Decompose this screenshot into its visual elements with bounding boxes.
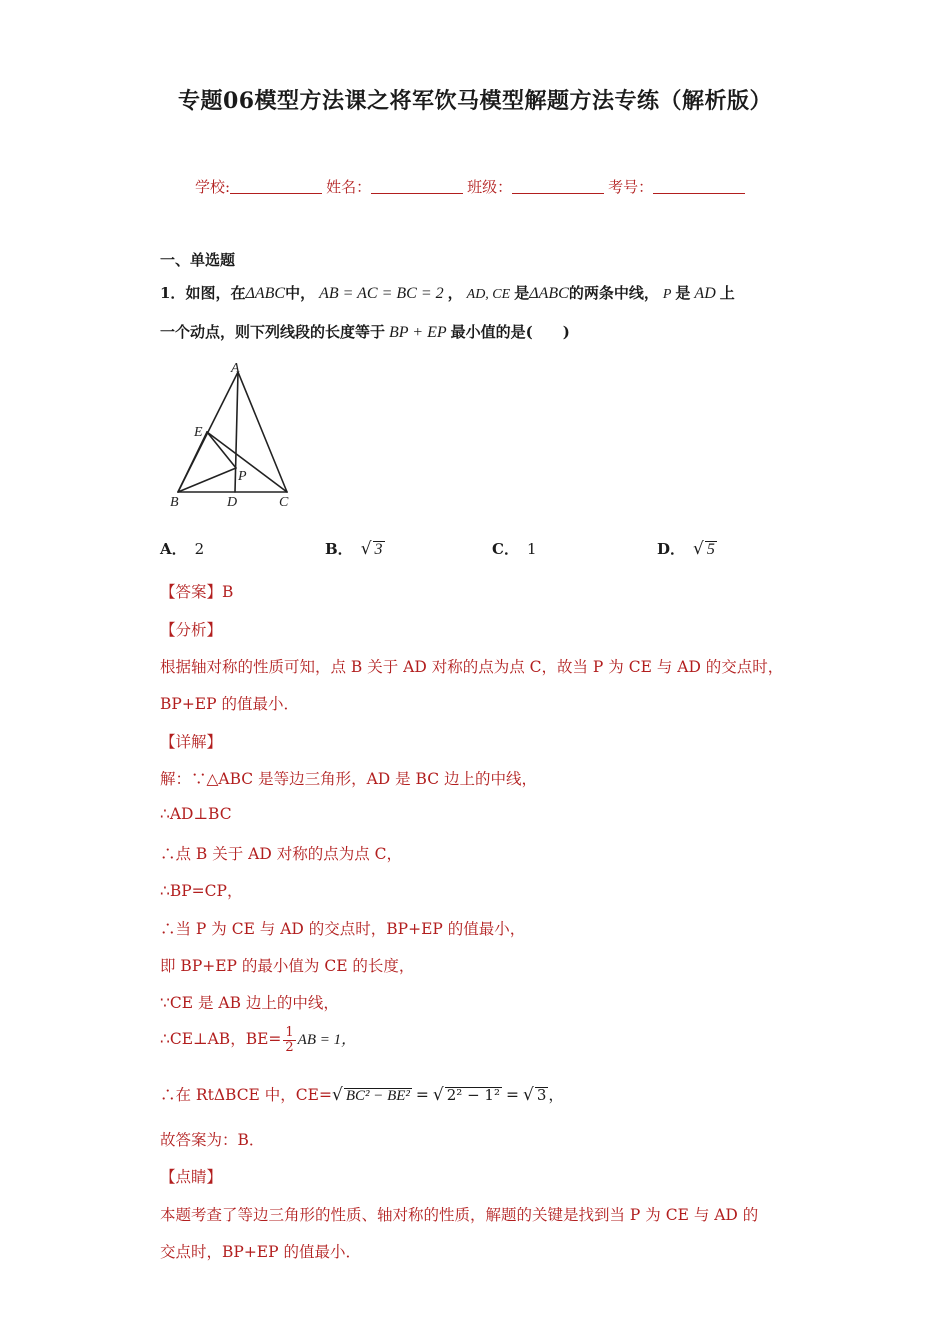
option-letter: A．: [160, 540, 187, 558]
fraction-denominator: 2: [285, 1039, 294, 1055]
vertex-c-label: C: [279, 495, 289, 510]
comment-label: 【点睛】: [160, 1168, 223, 1186]
math-medians: AD, CE: [466, 287, 511, 302]
step-text: ，: [548, 1086, 564, 1104]
option-value: 2: [194, 540, 205, 558]
math-point-p: P: [662, 287, 672, 302]
vertex-a-label: A: [231, 361, 240, 376]
detail-label: 【详解】: [160, 733, 223, 751]
detail-step: 即 BP+EP 的最小值为 CE 的长度，: [160, 957, 415, 975]
option-radicand: 3: [374, 541, 383, 558]
segment-bp: [178, 468, 236, 492]
fraction-numerator: 1: [285, 1025, 294, 1040]
name-label: 姓名：: [326, 178, 372, 196]
class-blank: [512, 179, 604, 194]
step-math: AB = 1，: [297, 1032, 357, 1049]
detail-step: ∵CE 是 AB 边上的中线，: [160, 994, 339, 1012]
section-heading: 一、单选题: [160, 251, 236, 269]
math-expression: BP + EP: [389, 324, 447, 341]
detail-step-ce: [160, 1083, 564, 1105]
question-text: 一个动点，则下列线段的长度等于: [160, 323, 386, 341]
detail-step: ∴AD⊥BC: [160, 805, 232, 823]
question-text: 如图，在: [185, 284, 246, 302]
question-text: 是: [675, 284, 691, 302]
math-condition: AB = AC = BC = 2: [319, 285, 444, 302]
option-letter: B．: [325, 540, 353, 558]
answer-line: [160, 580, 233, 602]
analysis-line-1: 根据轴对称的性质可知，点 B 关于 AD 对称的点为点 C，故当 P 为 CE 与 AD 的交点时，: [160, 658, 784, 676]
detail-step: ∴点 B 关于 AD 对称的点为点 C，: [160, 845, 403, 863]
fraction-half: [283, 1026, 295, 1054]
question-text: 最小值的是( ): [450, 323, 570, 341]
detail-step: ∴当 P 为 CE 与 AD 的交点时，BP+EP 的值最小，: [160, 920, 526, 938]
sqrt-icon: √: [693, 539, 704, 559]
conclusion: 故答案为：B．: [160, 1131, 265, 1149]
exam-no-label: 考号：: [608, 178, 654, 196]
answer-label: 【答案】: [160, 583, 223, 601]
detail-step: ∴BP=CP，: [160, 882, 243, 900]
radicand: 3: [536, 1086, 547, 1104]
math-seg-ad: AD: [694, 285, 716, 302]
option-a[interactable]: [160, 538, 204, 559]
equals-sign: =: [415, 1086, 429, 1104]
question-text: ，: [447, 284, 463, 302]
sqrt-icon: √: [522, 1085, 534, 1105]
analysis-line-2: BP+EP 的值最小．: [160, 695, 299, 713]
vertex-b-label: B: [170, 495, 179, 510]
page-title: 专题06模型方法课之将军饮马模型解题方法专练（解析版）: [177, 88, 773, 114]
option-value: 1: [526, 540, 537, 558]
question-line-1: [160, 282, 735, 303]
question-number: 1．: [160, 284, 186, 302]
comment-line-1: 本题考查了等边三角形的性质、轴对称的性质，解题的关键是找到当 P 为 CE 与 AD 的: [160, 1206, 759, 1224]
option-b[interactable]: [325, 538, 385, 559]
class-label: 班级：: [467, 178, 513, 196]
analysis-label: 【分析】: [160, 621, 223, 639]
question-text: 上: [719, 284, 735, 302]
option-letter: C．: [492, 540, 519, 558]
sqrt-icon: √: [331, 1085, 343, 1105]
comment-line-2: 交点时，BP+EP 的值最小．: [160, 1243, 361, 1261]
option-c[interactable]: [492, 538, 537, 559]
detail-step-be: [160, 1026, 356, 1054]
name-blank: [371, 179, 463, 194]
segment-eb: [178, 432, 207, 492]
answer-value: B: [222, 583, 234, 601]
exam-no-blank: [653, 179, 745, 194]
point-p-label: P: [238, 469, 247, 484]
sqrt-icon: √: [432, 1085, 444, 1105]
option-d[interactable]: [657, 538, 717, 559]
sqrt-icon: √: [360, 539, 372, 559]
student-info-line: [195, 176, 749, 197]
step-text: ∴CE⊥AB，BE=: [160, 1030, 282, 1049]
math-triangle: ΔABC: [245, 285, 286, 302]
point-d-label: D: [227, 495, 238, 510]
school-label: 学校:: [195, 178, 231, 196]
math-triangle: ΔABC: [529, 285, 569, 302]
step-text: ∴在 RtΔBCE 中，CE=: [160, 1086, 332, 1104]
option-letter: D．: [657, 540, 686, 558]
question-line-2: [160, 321, 570, 342]
question-text: 中，: [285, 284, 316, 302]
option-radicand: 5: [706, 541, 715, 558]
radicand: BC² − BE²: [345, 1088, 410, 1104]
school-blank: [230, 179, 322, 194]
question-text: 是: [514, 284, 530, 302]
radicand: 2² − 1²: [446, 1086, 500, 1104]
triangle-figure: [160, 356, 320, 516]
question-text: 的两条中线，: [568, 284, 659, 302]
point-e-label: E: [194, 425, 203, 440]
equals-sign: =: [505, 1086, 519, 1104]
detail-step: 解：∵△ABC 是等边三角形，AD 是 BC 边上的中线，: [160, 770, 538, 788]
